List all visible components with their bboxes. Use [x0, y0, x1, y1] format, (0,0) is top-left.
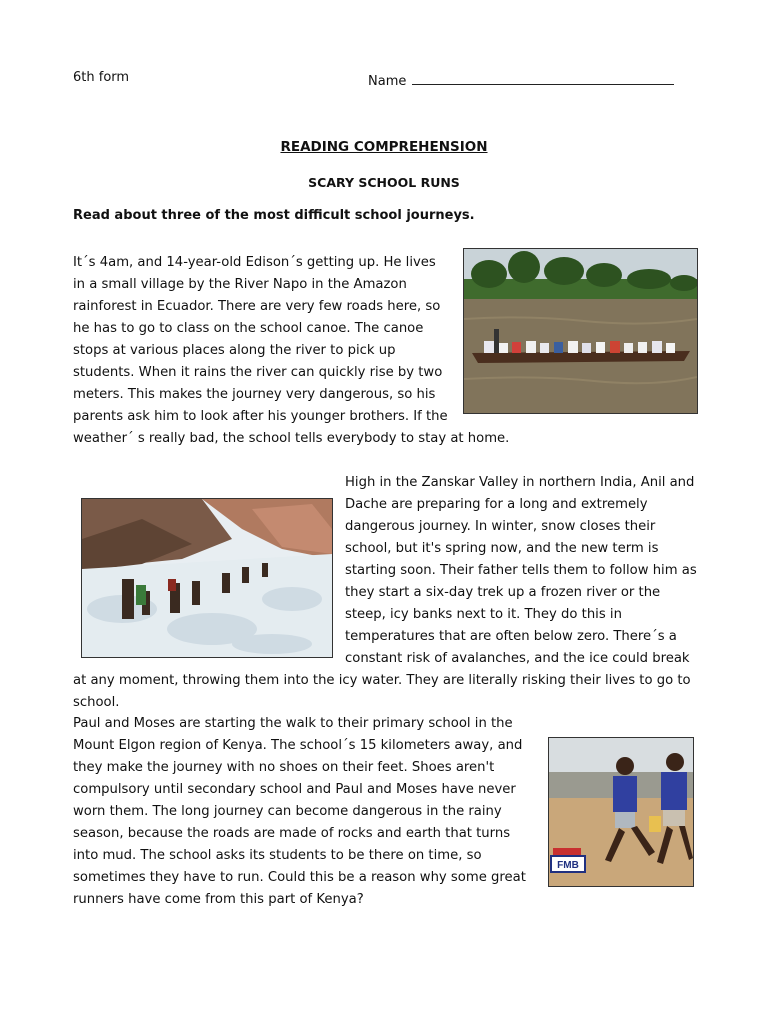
- name-blank-line[interactable]: [412, 70, 674, 85]
- runners-photo: [548, 737, 694, 887]
- name-field[interactable]: [368, 70, 674, 89]
- story-subtitle: SCARY SCHOOL RUNS: [308, 175, 460, 190]
- paragraph-kenya-text: Paul and Moses are starting the walk to their primary school in the Mount Elgon region of Kenya. The school´s 15 kilometers away, and they make the journey with no shoes on their feet. Shoes aren't compulsory until secondary school and Paul and Moses have never worn them. The long journey can become dangerous in the rainy season, because the roads are made of rocks and earth that turns into mud. The school asks its students to be there on time, so sometimes they have to run. Could this be a reason why some great runners have come from this part of Kenya?: [73, 716, 526, 907]
- paragraph-ecuador: [73, 252, 698, 450]
- form-label: 6th form: [73, 70, 130, 85]
- instructions: Read about three of the most difficult school journeys.: [73, 208, 475, 223]
- fmb-logo: FMB: [557, 860, 579, 871]
- paragraph-india-text: High in the Zanskar Valley in northern India, Anil and Dache are preparing for a long and extremely dangerous journey. In winter, snow closes their school, but it's spring now, and the new term is starting soon. Their father tells them to follow him as they start a six-day trek up a frozen river or the steep, icy banks next to it. They do this in temperatures that are often below zero. There´s a constant risk of avalanches, and the ice could break at any moment, throwing them into the icy water. They are literally risking their lives to go to school.: [73, 475, 697, 710]
- paragraph-kenya: [73, 713, 698, 911]
- page-title: READING COMPREHENSION: [280, 139, 488, 155]
- paragraph-india: [73, 472, 698, 714]
- paragraph-ecuador-text: It´s 4am, and 14-year-old Edison´s getting up. He lives in a small village by the River Napo in the Amazon rainforest in Ecuador. There are very few roads here, so he has to go to class on the school canoe. The canoe stops at various places along the river to pick up students. When it rains the river can quickly rise by two meters. This makes the journey very dangerous, so his parents ask him to look after his younger brothers. If the weather´ s really bad, the school tells everybody to stay at home.: [73, 255, 510, 446]
- name-label: Name: [368, 74, 407, 89]
- frozen-river-photo: [81, 498, 333, 658]
- canoe-photo: [463, 248, 698, 414]
